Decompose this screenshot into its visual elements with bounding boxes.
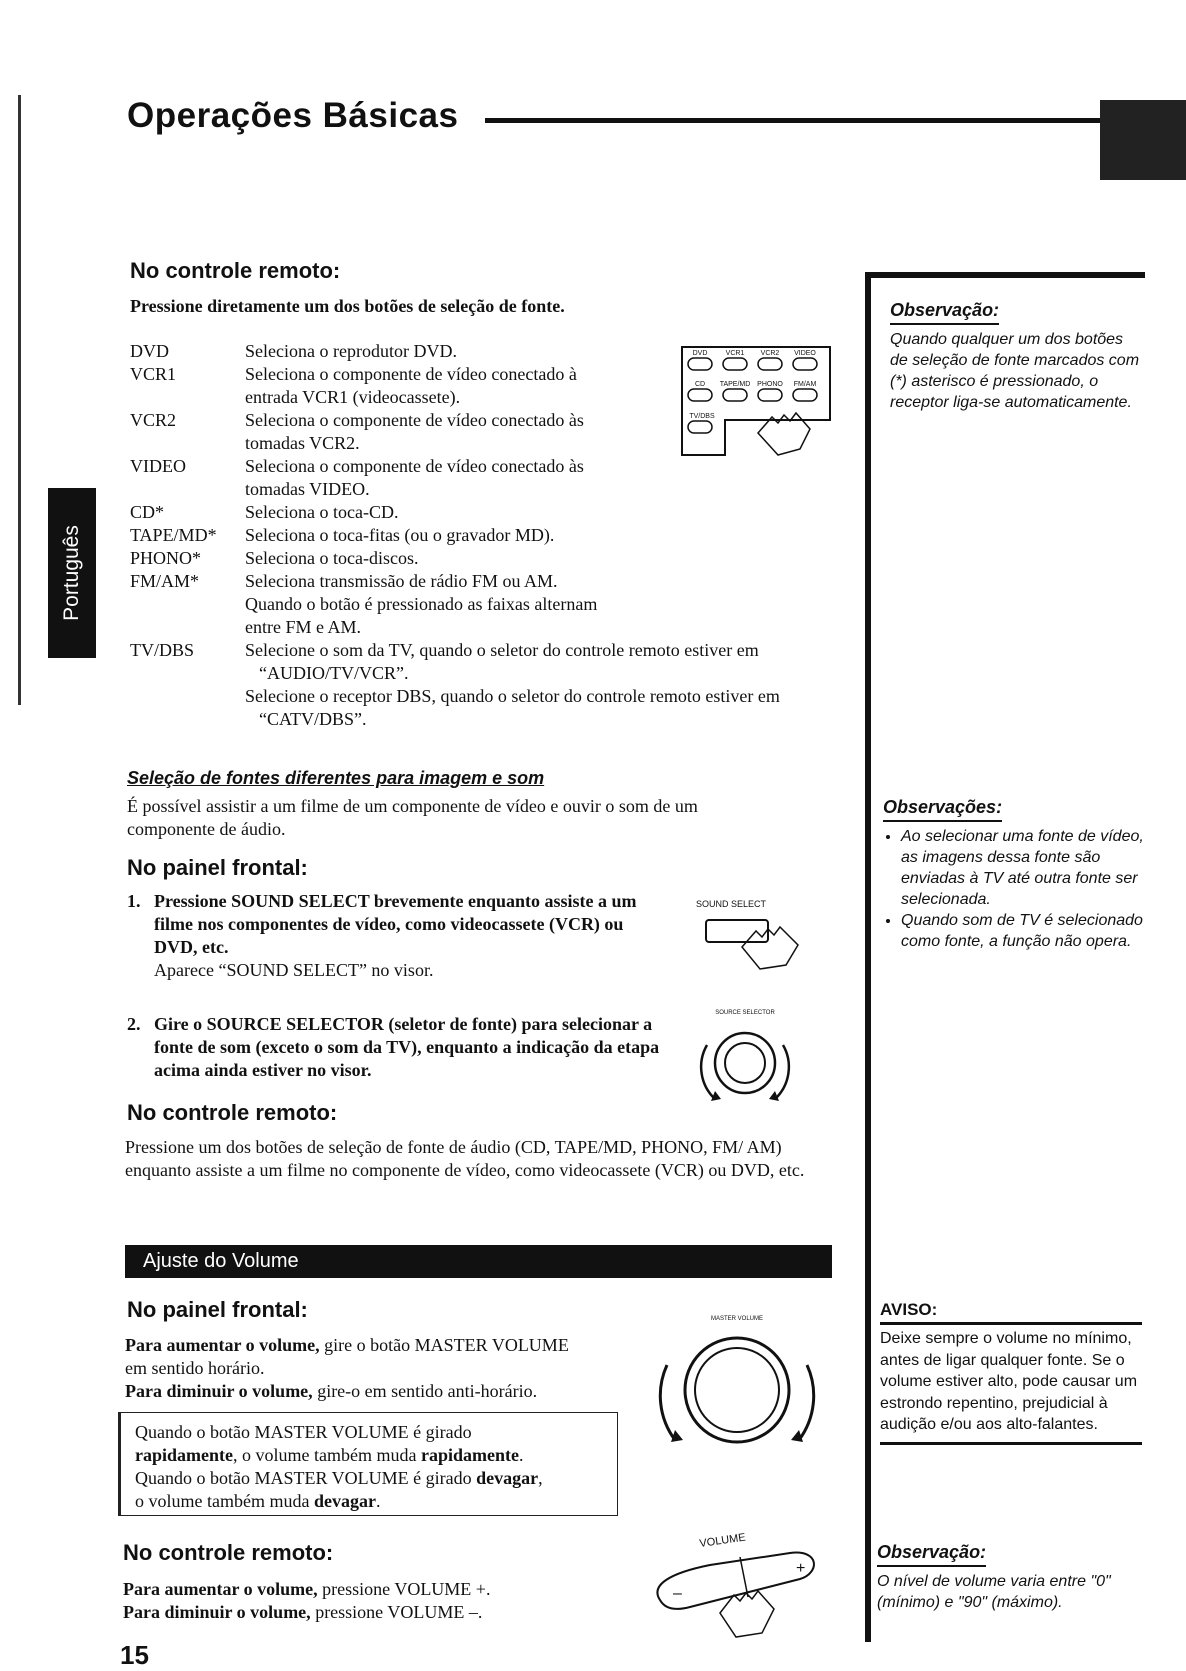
aviso-text: Deixe sempre o volume no mínimo, antes de ligar qualquer fonte. Se o volume estiver alto, pode causar um estrondo repentino, prejudicial à audição e/ou aos alto-falantes. [880,1330,1138,1433]
note-1-heading: Observação: [890,300,999,325]
title-corner-block [1100,100,1186,180]
different-sources-intro: É possível assistir a um filme de um componente de vídeo e ouvir o som de um componente de áudio. [127,796,698,839]
source-row: VCR2 Seleciona o componente de vídeo conectado às tomadas VCR2. [130,410,584,453]
sidebar-top-rule [865,272,1145,278]
volume-increase: Para aumentar o volume, gire o botão MASTER VOLUME em sentido horário. [125,1335,569,1378]
volume-remote-illustration [640,1525,840,1645]
svg-text:VIDEO: VIDEO [794,350,816,357]
source-row: VCR1 Seleciona o componente de vídeo conectado à entrada VCR1 (videocassete). [130,364,577,407]
left-margin-bar [18,95,21,705]
svg-text:VCR1: VCR1 [725,350,745,357]
sound-select-illustration [690,895,840,975]
language-tab-label: Português [60,525,83,621]
sidebar-notes-2 [883,797,1148,952]
front-panel-heading: No painel frontal: [127,855,308,880]
svg-text:VOLUME: VOLUME [698,1531,747,1550]
source-row: VIDEO Seleciona o componente de vídeo conectado às tomadas VIDEO. [130,456,584,499]
volume-remote-increase: Para aumentar o volume, pressione VOLUME +. [123,1579,491,1599]
sidebar-note-3 [877,1542,1147,1613]
remote-text: Pressione um dos botões de seleção de fonte de áudio (CD, TAPE/MD, PHONO, FM/ AM) enquanto assiste a um filme no componente de vídeo, como videocassete (VCR) ou DVD, etc. [125,1137,805,1180]
title-rule [485,118,1125,123]
aviso-heading: AVISO: [880,1300,938,1319]
volume-remote-heading: No controle remoto: [123,1540,334,1565]
volume-speed-note-box: Quando o botão MASTER VOLUME é girado rapidamente, o volume também muda rapidamente. Quando o botão MASTER VOLUME é girado devagar, o volume também muda devagar. [118,1412,618,1516]
svg-text:MASTER VOLUME: MASTER VOLUME [710,1316,764,1322]
notes-2-item: • Quando som de TV é selecionado como fonte, a função não opera. [901,910,1148,952]
source-row: CD* Seleciona o toca-CD. [130,502,399,522]
step-1: 1. Pressione SOUND SELECT brevemente enquanto assiste a um filme nos componentes de vídeo, como videocassete (VCR) ou DVD, etc. Aparece “SOUND SELECT” no visor. [127,891,637,980]
language-tab [48,488,96,658]
page-number: 15 [120,1640,149,1670]
remote-heading: No controle remoto: [130,258,341,283]
sidebar-note-1 [890,300,1140,413]
master-volume-knob [645,1310,830,1460]
volume-front-panel-heading: No painel frontal: [127,1297,308,1322]
svg-text:–: – [673,1585,682,1602]
svg-text:PHONO: PHONO [757,381,783,388]
step-2: 2. Gire o SOURCE SELECTOR (seletor de fonte) para selecionar a fonte de som (exceto o som da TV), enquanto a indicação da etapa acima ainda estiver no visor. [127,1014,660,1080]
svg-text:CD: CD [694,381,706,388]
note-1-text: Quando qualquer um dos botões de seleção de fonte marcados com (*) asterisco é pressionado, o receptor liga-se automaticamente. [890,331,1140,411]
source-row: DVD Seleciona o reprodutor DVD. [130,341,457,361]
source-row: TV/DBS Selecione o som da TV, quando o seletor do controle remoto estiver em “AUDIO/TV/VCR”. Selecione o receptor DBS, quando o seletor do controle remoto estiver em “CATV/DBS”. [130,640,780,729]
page-title: Operações Básicas [127,96,459,135]
volume-section-bar: Ajuste do Volume [125,1245,832,1278]
sidebar-rule [865,272,871,1642]
svg-text:+: + [796,1560,806,1577]
remote-heading-2: No controle remoto: [127,1100,338,1125]
svg-text:FM/AM: FM/AM [793,381,817,388]
svg-text:SOURCE SELECTOR: SOURCE SELECTOR [715,1010,775,1016]
remote-buttons-illustration [680,345,840,465]
svg-text:TV/DBS: TV/DBS [689,413,715,420]
source-row: TAPE/MD* Seleciona o toca-fitas (ou o gravador MD). [130,525,555,545]
source-selector-knob [685,1005,805,1115]
note-3-text: O nível de volume varia entre "0" (mínimo) e "90" (máximo). [877,1573,1111,1611]
svg-text:DVD: DVD [692,350,708,357]
source-row: FM/AM* Seleciona transmissão de rádio FM ou AM. Quando o botão é pressionado as faixas alternam entre FM e AM. [130,571,598,637]
svg-text:SOUND SELECT: SOUND SELECT [696,899,767,909]
remote-instruction: Pressione diretamente um dos botões de seleção de fonte. [130,296,565,316]
volume-decrease: Para diminuir o volume, gire-o em sentido anti-horário. [125,1381,538,1401]
source-row: PHONO* Seleciona o toca-discos. [130,548,419,568]
svg-text:VCR2: VCR2 [760,350,780,357]
volume-remote-decrease: Para diminuir o volume, pressione VOLUME –. [123,1602,483,1622]
note-3-heading: Observação: [877,1542,986,1567]
sidebar-aviso [880,1300,1142,1445]
different-sources-heading: Seleção de fontes diferentes para imagem e som [127,768,545,788]
notes-2-heading: Observações: [883,797,1002,822]
notes-2-item: • Ao selecionar uma fonte de vídeo, as imagens dessa fonte são enviadas à TV até outra fonte ser selecionada. [901,826,1148,910]
svg-text:TAPE/MD: TAPE/MD [719,381,751,388]
